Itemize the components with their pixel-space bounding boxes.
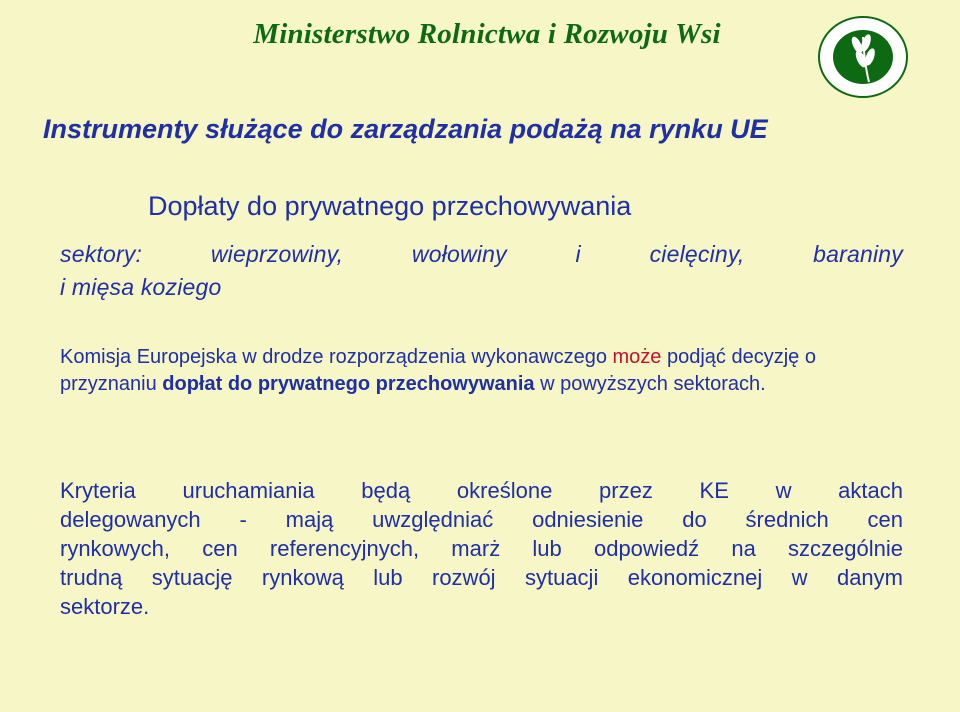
sectors-line-2: i mięsa koziego bbox=[60, 274, 222, 300]
criteria-line-4: trudną sytuację rynkową lub rozwój sytuacji ekonomicznej w danym bbox=[60, 565, 903, 590]
sectors-line-1: sektory: wieprzowiny, wołowiny i cielęciny, baraniny bbox=[60, 241, 903, 267]
criteria-line-1: Kryteria uruchamiania będą określone przez KE w aktach bbox=[60, 478, 903, 503]
paragraph1-part3: w powyższych sektorach. bbox=[534, 373, 766, 395]
paragraph1-part2: podjąć decyzję o przyznaniu bbox=[60, 346, 816, 395]
paragraph-commission bbox=[60, 344, 903, 398]
ministry-header: Ministerstwo Rolnictwa i Rozwoju Wsi bbox=[253, 18, 721, 50]
criteria-line-3: rynkowych, cen referencyjnych, marż lub odpowiedź na szczególnie bbox=[60, 536, 903, 561]
criteria-line-2: delegowanych - mają uwzględniać odniesienie do średnich cen bbox=[60, 507, 903, 532]
criteria-line-5: sektorze. bbox=[60, 594, 150, 619]
paragraph-criteria bbox=[60, 476, 903, 621]
ministry-logo bbox=[816, 12, 910, 98]
sectors-list bbox=[60, 238, 903, 304]
paragraph1-bold: dopłat do prywatnego przechowywania bbox=[162, 373, 535, 395]
slide-title: Instrumenty służące do zarządzania podażą na rynku UE bbox=[43, 114, 768, 144]
slide-subtitle: Dopłaty do prywatnego przechowywania bbox=[148, 191, 632, 221]
paragraph1-highlight: może bbox=[612, 346, 662, 368]
paragraph1-part1: Komisja Europejska w drodze rozporządzenia wykonawczego bbox=[60, 346, 613, 368]
